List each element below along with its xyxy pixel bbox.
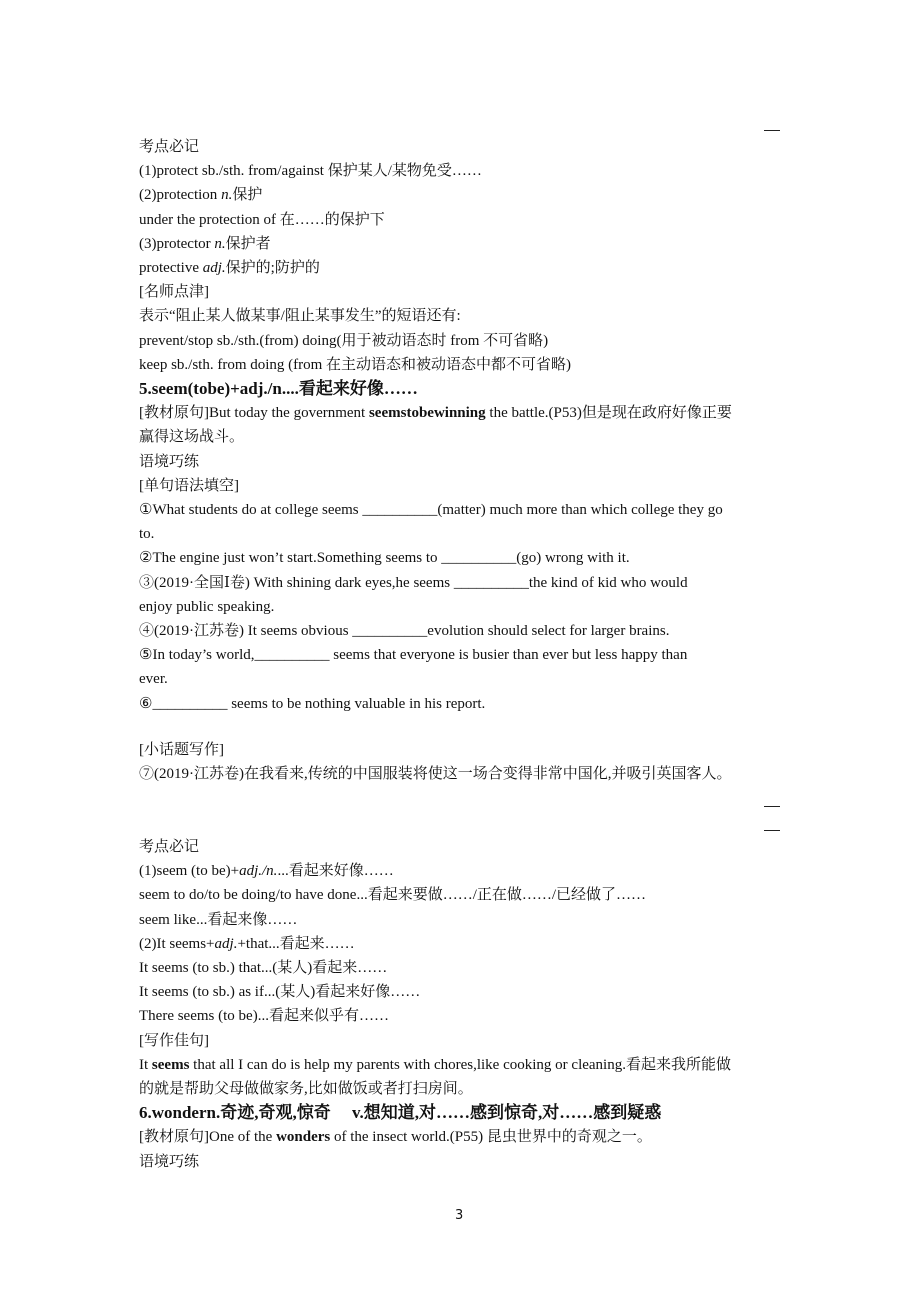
italic-text: n. <box>214 235 226 252</box>
section-heading <box>139 379 418 399</box>
page-number: 3 <box>455 1208 464 1223</box>
text-line <box>139 282 209 302</box>
text-line <box>139 573 688 593</box>
text-line <box>139 161 482 181</box>
text-run: ①What students do at college seems __________(matter) much more than which college they go <box>139 502 723 518</box>
text-line <box>139 837 199 857</box>
text-run: enjoy public speaking. <box>139 598 275 615</box>
text-run: (3)protector <box>139 235 215 252</box>
text-run: [写作佳句] <box>139 1032 209 1049</box>
text-line <box>139 476 239 496</box>
text-line <box>139 1127 652 1147</box>
text-run: keep sb./sth. from doing (from 在主动语态和被动语态中都不可省略) <box>139 356 572 373</box>
italic-text: adj./n. <box>239 863 278 880</box>
text-run: 的就是帮助父母做做家务,比如做饭或者打扫房间。 <box>139 1081 473 1097</box>
text-run: It seems (to sb.) that...(某人)看起来…… <box>139 960 388 976</box>
text-line <box>139 331 548 351</box>
text-run: ④(2019·江苏卷) It seems obvious __________evolution should select for larger brains. <box>139 623 670 639</box>
text-run: that all I can do is help my parents with chores,like cooking or cleaning.看起来我所能做 <box>189 1056 731 1073</box>
text-line <box>139 669 168 689</box>
text-line <box>139 137 199 157</box>
text-run: 保护 <box>232 187 263 204</box>
italic-text: adj. <box>202 260 226 276</box>
text-run: 考点必记 <box>139 139 200 155</box>
text-run: ...看起来好像…… <box>277 863 394 880</box>
text-line <box>139 621 669 641</box>
text-run: seem like...看起来像…… <box>139 911 298 928</box>
text-line <box>139 1055 731 1075</box>
text-run: 赢得这场战斗。 <box>139 429 245 446</box>
separator-dash <box>764 130 780 131</box>
text-run: ⑦(2019·江苏卷)在我看来,传统的中国服装将使这一场合变得非常中国化,并吸引英国客人。 <box>139 766 732 782</box>
text-line <box>139 694 485 714</box>
text-run: 5.seem(tobe)+adj./n....看起来好像…… <box>139 379 418 398</box>
text-line <box>139 885 646 905</box>
italic-text: n. <box>221 187 233 204</box>
bold-text: seemstobewinning <box>368 405 486 422</box>
text-line <box>139 934 355 954</box>
text-line <box>139 452 199 472</box>
text-run: (1)seem (to be)+ <box>139 863 240 880</box>
text-run: prevent/stop sb./sth.(from) doing(用于被动语态时 from 不可省略) <box>139 332 549 349</box>
text-line <box>139 1006 389 1026</box>
text-line <box>139 258 320 278</box>
text-line <box>139 524 154 544</box>
text-run: ②The engine just won’t start.Something seems to __________(go) wrong with it. <box>139 550 630 567</box>
section-heading <box>139 1103 661 1123</box>
text-run: [教材原句]But today the government <box>139 405 369 422</box>
text-run: 6.wondern.奇迹,奇观,惊奇 v.想知道,对……感到惊奇,对……感到疑惑 <box>139 1103 662 1123</box>
text-run: 语境巧练 <box>139 1153 200 1170</box>
text-line <box>139 645 687 665</box>
separator-dash <box>764 806 780 807</box>
bold-text: wonders <box>276 1129 331 1146</box>
text-line <box>139 597 274 617</box>
text-line <box>139 185 262 205</box>
text-line <box>139 958 387 978</box>
text-run: 保护者 <box>225 235 271 252</box>
text-run: 考点必记 <box>139 839 200 855</box>
bold-text: seems <box>151 1056 190 1073</box>
text-run: ③(2019·全国Ⅰ卷) With shining dark eyes,he seems __________the kind of kid who would <box>139 574 688 591</box>
text-run: There seems (to be)...看起来似乎有…… <box>139 1008 389 1025</box>
text-line <box>139 234 271 254</box>
text-run: [教材原句]One of the <box>139 1129 277 1146</box>
text-run: seem to do/to be doing/to have done...看起来要做……/正在做……/已经做了…… <box>139 887 647 904</box>
text-run: [小话题写作] <box>139 742 224 758</box>
text-line <box>139 500 723 520</box>
text-line <box>139 403 732 423</box>
text-run: the battle.(P53)但是现在政府好像正要 <box>485 405 732 422</box>
text-line <box>139 740 224 760</box>
text-run: 语境巧练 <box>139 453 200 470</box>
text-run: ever. <box>139 671 168 688</box>
text-line <box>139 210 385 230</box>
text-line <box>139 910 297 930</box>
text-run: ⑤In today’s world,__________ seems that everyone is busier than ever but less happy than <box>139 647 688 664</box>
text-run: +that...看起来…… <box>237 935 355 952</box>
text-run: 保护的;防护的 <box>225 260 320 276</box>
text-run: under the protection of 在……的保护下 <box>139 211 385 228</box>
text-run: [单句语法填空] <box>139 477 239 494</box>
text-line <box>139 427 244 447</box>
text-run: ⑥__________ seems to be nothing valuable in his report. <box>139 695 486 712</box>
text-line <box>139 355 571 375</box>
text-run: It <box>139 1056 152 1073</box>
text-line <box>139 548 630 568</box>
text-line <box>139 1079 473 1099</box>
text-run: (2)protection <box>139 187 222 204</box>
text-line <box>139 764 732 784</box>
text-run: (1)protect sb./sth. from/against 保护某人/某物免受…… <box>139 163 482 180</box>
text-line <box>139 982 420 1002</box>
text-line <box>139 1152 199 1172</box>
text-run: protective <box>139 260 203 276</box>
separator-dash <box>764 830 780 831</box>
text-run: (2)It seems+ <box>139 935 215 952</box>
text-line <box>139 861 394 881</box>
italic-text: adj. <box>214 935 238 952</box>
text-run: 表示“阻止某人做某事/阻止某事发生”的短语还有: <box>139 308 461 325</box>
text-run: It seems (to sb.) as if...(某人)看起来好像…… <box>139 984 421 1001</box>
text-line <box>139 306 461 326</box>
text-run: [名师点津] <box>139 284 209 301</box>
text-run: of the insect world.(P55) 昆虫世界中的奇观之一。 <box>330 1129 652 1146</box>
text-line <box>139 1031 209 1051</box>
text-run: to. <box>139 526 155 543</box>
